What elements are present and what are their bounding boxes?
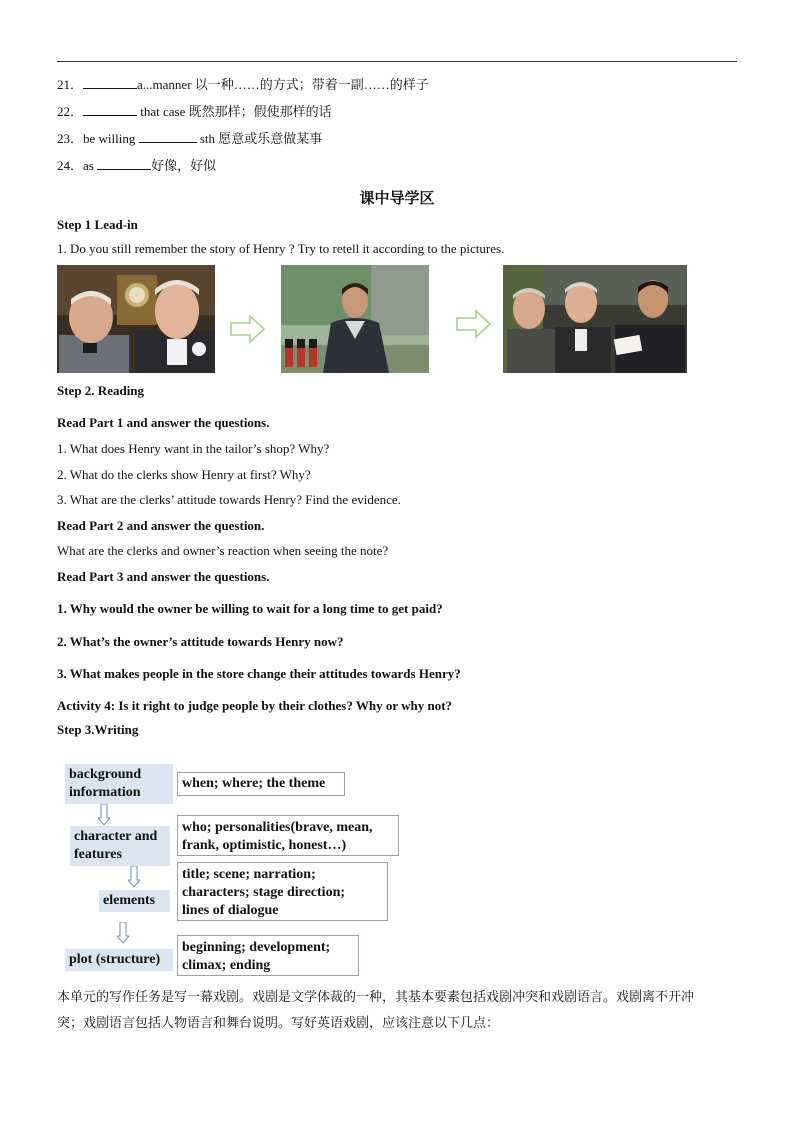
section-title: 课中导学区 xyxy=(359,191,435,207)
paragraph-line: 本单元的写作任务是写一幕戏剧。戏剧是文学体裁的一种，其基本要素包括戏剧冲突和戏剧语言。戏剧离不开冲 xyxy=(57,989,695,1004)
diagram-detail-plot xyxy=(177,935,359,976)
detail-line: characters; stage direction; xyxy=(182,885,346,900)
part3-question: 2. What’s the owner’s attitude towards Henry now? xyxy=(57,634,344,649)
label-line: information xyxy=(69,785,141,800)
arrow-down-icon xyxy=(117,922,129,944)
arrow-down-icon xyxy=(98,804,110,826)
item-number: 21． xyxy=(57,77,84,92)
diagram-label-background xyxy=(65,764,173,804)
writing-intro-paragraph xyxy=(57,984,741,1036)
detail-line: who; personalities(brave, mean, xyxy=(182,820,373,835)
vocab-item-24 xyxy=(57,158,216,174)
story-picture-1 xyxy=(57,265,215,373)
story-picture-3 xyxy=(503,265,687,373)
step2-heading: Step 2. Reading xyxy=(57,383,145,398)
item-number: 24． xyxy=(57,158,84,173)
vocab-item-23 xyxy=(57,131,322,147)
fill-blank[interactable] xyxy=(83,104,137,116)
part1-question: 3. What are the clerks’ attitude towards Henry? Find the evidence. xyxy=(57,492,401,507)
detail-line: climax; ending xyxy=(182,958,271,973)
fill-blank[interactable] xyxy=(83,77,137,89)
top-rule xyxy=(57,61,737,62)
item-text: a...manner 以一种……的方式；带着一副……的样子 xyxy=(137,77,429,92)
detail-line: title; scene; narration; xyxy=(182,867,316,882)
part3-question: 1. Why would the owner be willing to wait for a long time to get paid? xyxy=(57,601,443,616)
label-line: character and xyxy=(74,829,158,844)
vocab-item-22 xyxy=(57,104,332,120)
label-line: elements xyxy=(103,893,156,908)
diagram-label-elements xyxy=(99,890,170,912)
part2-heading: Read Part 2 and answer the question. xyxy=(57,518,265,533)
fill-blank[interactable] xyxy=(139,131,197,143)
item-text: that case 既然那样；假使那样的话 xyxy=(137,104,332,119)
detail-line: beginning; development; xyxy=(182,940,331,955)
arrow-down-icon xyxy=(128,866,140,888)
fill-blank[interactable] xyxy=(97,158,151,170)
part3-question: 3. What makes people in the store change their attitudes towards Henry? xyxy=(57,666,461,681)
label-line: background xyxy=(69,767,142,782)
part1-heading: Read Part 1 and answer the questions. xyxy=(57,415,270,430)
part1-question: 2. What do the clerks show Henry at first? Why? xyxy=(57,467,311,482)
vocab-item-21 xyxy=(57,77,429,93)
detail-line: lines of dialogue xyxy=(182,903,279,918)
part1-question: 1. What does Henry want in the tailor’s shop? Why? xyxy=(57,441,330,456)
detail-line: when; where; the theme xyxy=(182,776,326,791)
detail-line: frank, optimistic, honest…) xyxy=(182,838,347,853)
diagram-detail-character xyxy=(177,815,399,856)
paragraph-line: 突；戏剧语言包括人物语言和舞台说明。写好英语戏剧，应该注意以下几点： xyxy=(57,1015,500,1030)
diagram-label-plot xyxy=(65,949,173,971)
part2-question: What are the clerks and owner’s reaction when seeing the note? xyxy=(57,543,389,558)
part3-heading: Read Part 3 and answer the questions. xyxy=(57,569,270,584)
item-number: 22． xyxy=(57,104,84,119)
step1-question: 1. Do you still remember the story of Henry ? Try to retell it according to the pictures. xyxy=(57,241,505,256)
arrow-right-icon xyxy=(456,309,492,339)
story-picture-2 xyxy=(281,265,429,373)
label-line: features xyxy=(74,847,122,862)
diagram-label-character xyxy=(70,826,170,866)
item-number: 23． xyxy=(57,131,84,146)
diagram-detail-elements xyxy=(177,862,388,921)
step3-heading: Step 3.Writing xyxy=(57,722,139,737)
item-text: 好像，好似 xyxy=(151,158,217,173)
diagram-detail-background xyxy=(177,772,345,796)
item-text: sth 愿意或乐意做某事 xyxy=(196,131,323,146)
arrow-right-icon xyxy=(230,314,266,344)
activity4-question: Activity 4: Is it right to judge people by their clothes? Why or why not? xyxy=(57,698,453,713)
label-line: plot (structure) xyxy=(69,952,161,967)
item-text-before: as xyxy=(83,158,98,173)
step1-heading: Step 1 Lead-in xyxy=(57,217,138,232)
item-text-before: be willing xyxy=(83,131,139,146)
